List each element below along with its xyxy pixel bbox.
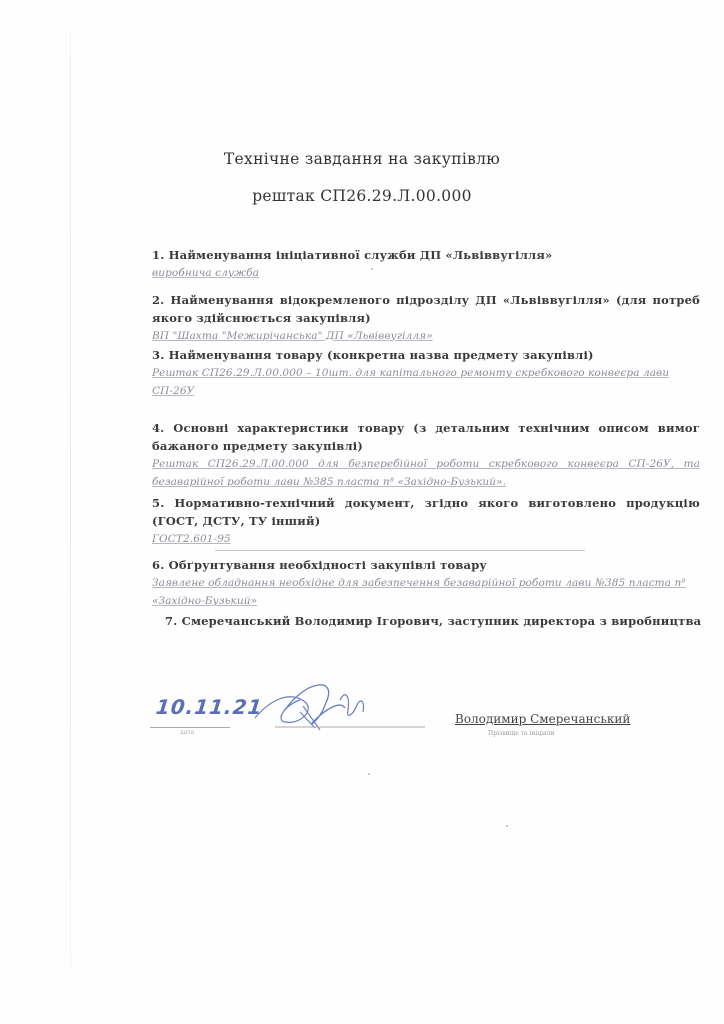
handwritten-date: 10.11.21 (154, 695, 264, 719)
page-edge (70, 30, 71, 970)
item-6 (152, 556, 700, 610)
item-2 (152, 291, 700, 345)
item-6-answer: Заявлене обладнання необхідне для забезпечення безаварійної роботи лави №385 пласта n⁸ «Західно-Бузький» (152, 577, 686, 607)
item-7-label: 7. Смеречанський Володимир Ігорович, заступник директора з виробництва (165, 614, 702, 628)
item-5-underline (215, 550, 585, 551)
scan-speck (506, 825, 508, 827)
document-subtitle: рештак СП26.29.Л.00.000 (252, 187, 472, 205)
item-2-label: 2. Найменування відокремленого підрозділу ДП «Львіввугілля» (для потреб якого здійснюється закупівля) (152, 293, 700, 325)
signature-scribble-icon (245, 670, 445, 745)
item-5 (152, 494, 700, 548)
item-7 (165, 612, 713, 630)
item-1-label: 1. Найменування ініціативної служби ДП «Львіввугілля» (152, 248, 553, 262)
item-3-answer: Рештак СП26.29.Л.00.000 – 10шт. для капітального ремонту скребкового конвеєра лави СП-26У (152, 367, 670, 397)
item-4-label: 4. Основні характеристики товару (з детальним технічним описом вимог бажаного предмету закупівлі) (152, 421, 700, 453)
item-2-answer: ВП "Шахта "Межирічанська" ДП «Львіввугілля» (152, 330, 433, 342)
item-1 (152, 246, 700, 282)
item-3-label: 3. Найменування товару (конкретна назва предмету закупівлі) (152, 348, 594, 362)
item-5-label: 5. Нормативно-технічний документ, згідно якого виготовлено продукцію (ГОСТ, ДСТУ, ТУ інший) (152, 496, 700, 528)
item-4 (152, 419, 700, 491)
date-caption: дата (180, 729, 195, 736)
item-3 (152, 346, 700, 400)
item-6-label: 6. Обґрунтування необхідності закупівлі товару (152, 558, 487, 572)
scan-speck (371, 268, 373, 270)
signatory-caption: Прізвище та ініціали (488, 730, 555, 737)
item-4-answer: Рештак СП26.29.Л.00.000 для безперебійної роботи скребкового конвеєра СП-26У, та безаварійної роботи лави №385 пласта n⁸ «Західно-Бузький». (152, 458, 700, 488)
item-5-answer: ГОСТ2.601-95 (152, 533, 231, 545)
date-line (150, 727, 230, 728)
document-title: Технічне завдання на закупівлю (223, 150, 501, 168)
signatory-name: Володимир Смеречанський (455, 712, 631, 726)
scan-speck (368, 773, 370, 775)
item-1-answer: виробнича служба (152, 267, 259, 279)
